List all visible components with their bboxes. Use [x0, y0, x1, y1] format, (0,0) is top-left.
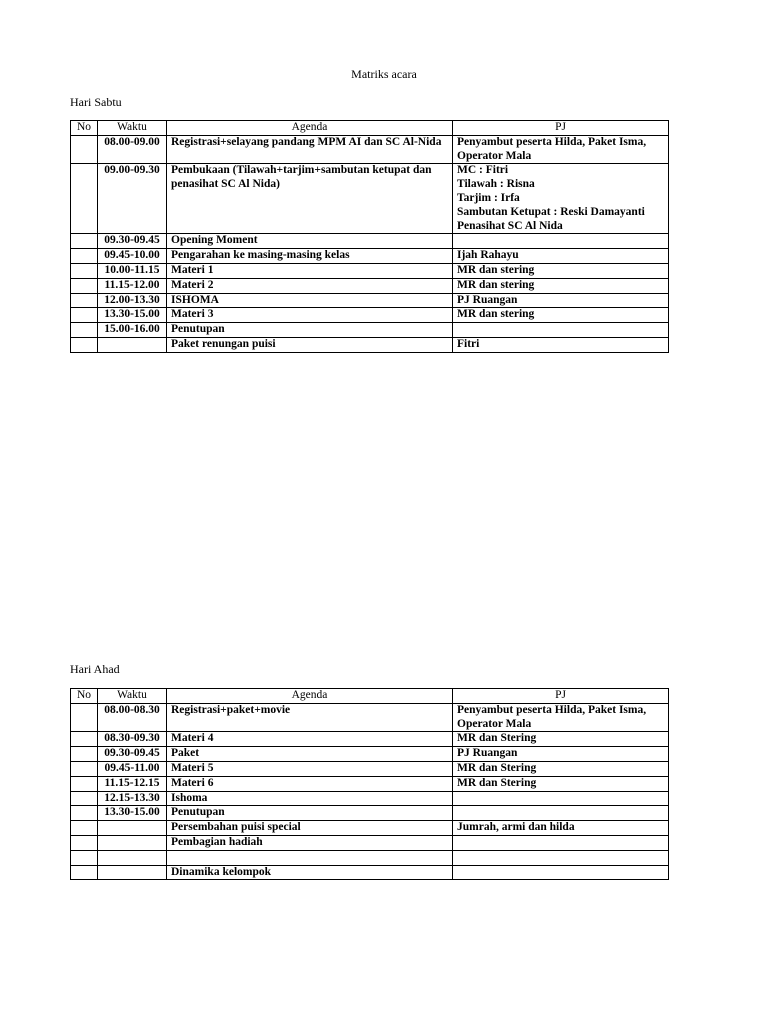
cell-no: [71, 293, 98, 308]
cell-pj: MR dan stering: [453, 263, 669, 278]
cell-waktu: 13.30-15.00: [98, 308, 167, 323]
cell-no: [71, 135, 98, 164]
cell-waktu: 09.45-10.00: [98, 249, 167, 264]
table-row: [71, 776, 669, 791]
cell-no: [71, 323, 98, 338]
cell-waktu: 12.00-13.30: [98, 293, 167, 308]
cell-waktu: 09.30-09.45: [98, 747, 167, 762]
day-label-sabtu: Hari Sabtu: [70, 95, 122, 109]
column-header-pj: PJ: [453, 689, 669, 704]
cell-pj: PJ Ruangan: [453, 293, 669, 308]
cell-agenda: Materi 4: [167, 732, 453, 747]
cell-pj: MR dan stering: [453, 308, 669, 323]
cell-pj: Ijah Rahayu: [453, 249, 669, 264]
table-header-row: [71, 121, 669, 136]
cell-agenda: Materi 6: [167, 776, 453, 791]
cell-no: [71, 308, 98, 323]
cell-no: [71, 249, 98, 264]
cell-no: [71, 850, 98, 865]
cell-waktu: 09.00-09.30: [98, 164, 167, 234]
table-row: [71, 747, 669, 762]
cell-agenda: Pengarahan ke masing-masing kelas: [167, 249, 453, 264]
table-row: [71, 135, 669, 164]
cell-waktu: 08.30-09.30: [98, 732, 167, 747]
cell-waktu: [98, 835, 167, 850]
cell-waktu: [98, 865, 167, 880]
cell-pj: MR dan stering: [453, 278, 669, 293]
table-row: [71, 263, 669, 278]
cell-waktu: 09.45-11.00: [98, 761, 167, 776]
cell-agenda: Pembukaan (Tilawah+tarjim+sambutan ketupat dan penasihat SC Al Nida): [167, 164, 453, 234]
cell-no: [71, 865, 98, 880]
cell-pj: Penyambut peserta Hilda, Paket Isma, Operator Mala: [453, 703, 669, 732]
cell-no: [71, 761, 98, 776]
cell-pj: MR dan Stering: [453, 732, 669, 747]
table-row: [71, 278, 669, 293]
cell-waktu: 08.00-09.00: [98, 135, 167, 164]
cell-waktu: [98, 821, 167, 836]
cell-agenda: Penutupan: [167, 323, 453, 338]
cell-agenda: Ishoma: [167, 791, 453, 806]
cell-waktu: 10.00-11.15: [98, 263, 167, 278]
cell-no: [71, 791, 98, 806]
cell-pj: Penyambut peserta Hilda, Paket Isma, Operator Mala: [453, 135, 669, 164]
table-row: [71, 791, 669, 806]
table-row: [71, 821, 669, 836]
cell-no: [71, 337, 98, 352]
cell-no: [71, 776, 98, 791]
cell-no: [71, 234, 98, 249]
cell-pj: Jumrah, armi dan hilda: [453, 821, 669, 836]
cell-no: [71, 821, 98, 836]
column-header-pj: PJ: [453, 121, 669, 136]
cell-pj: [453, 806, 669, 821]
cell-pj: [453, 850, 669, 865]
table-row: [71, 293, 669, 308]
cell-pj: [453, 835, 669, 850]
table-row: [71, 337, 669, 352]
cell-waktu: [98, 337, 167, 352]
cell-waktu: 11.15-12.00: [98, 278, 167, 293]
cell-agenda: Opening Moment: [167, 234, 453, 249]
cell-pj: Fitri: [453, 337, 669, 352]
cell-waktu: [98, 850, 167, 865]
cell-waktu: 11.15-12.15: [98, 776, 167, 791]
table-row: [71, 234, 669, 249]
cell-waktu: 13.30-15.00: [98, 806, 167, 821]
document-title: Matriks acara: [351, 67, 417, 81]
cell-pj: [453, 865, 669, 880]
cell-agenda: Paket renungan puisi: [167, 337, 453, 352]
day-label-ahad: Hari Ahad: [70, 662, 120, 676]
cell-agenda: Registrasi+paket+movie: [167, 703, 453, 732]
table-header-row: [71, 689, 669, 704]
cell-no: [71, 278, 98, 293]
cell-pj: MR dan Stering: [453, 776, 669, 791]
schedule-body-ahad: [71, 703, 669, 880]
table-row: [71, 308, 669, 323]
table-row: [71, 850, 669, 865]
cell-waktu: 12.15-13.30: [98, 791, 167, 806]
schedule-table-sabtu: [70, 120, 669, 353]
schedule-body-sabtu: [71, 135, 669, 352]
cell-pj: [453, 234, 669, 249]
cell-pj: MR dan Stering: [453, 761, 669, 776]
cell-agenda: Materi 2: [167, 278, 453, 293]
cell-waktu: 15.00-16.00: [98, 323, 167, 338]
table-row: [71, 323, 669, 338]
column-header-no: No: [71, 121, 98, 136]
cell-agenda: [167, 850, 453, 865]
table-row: [71, 761, 669, 776]
cell-waktu: 08.00-08.30: [98, 703, 167, 732]
cell-agenda: Materi 1: [167, 263, 453, 278]
table-row: [71, 249, 669, 264]
cell-agenda: Persembahan puisi special: [167, 821, 453, 836]
cell-agenda: Materi 3: [167, 308, 453, 323]
column-header-waktu: Waktu: [98, 689, 167, 704]
cell-no: [71, 747, 98, 762]
cell-pj: MC : Fitri Tilawah : Risna Tarjim : Irfa Sambutan Ketupat : Reski Damayanti Penasihat SC Al Nida: [453, 164, 669, 234]
column-header-agenda: Agenda: [167, 689, 453, 704]
cell-no: [71, 164, 98, 234]
cell-pj: PJ Ruangan: [453, 747, 669, 762]
cell-no: [71, 835, 98, 850]
cell-no: [71, 703, 98, 732]
column-header-waktu: Waktu: [98, 121, 167, 136]
table-row: [71, 806, 669, 821]
cell-agenda: Materi 5: [167, 761, 453, 776]
cell-waktu: 09.30-09.45: [98, 234, 167, 249]
schedule-table-ahad: [70, 688, 669, 880]
table-row: [71, 703, 669, 732]
table-row: [71, 865, 669, 880]
column-header-agenda: Agenda: [167, 121, 453, 136]
cell-agenda: Registrasi+selayang pandang MPM AI dan SC Al-Nida: [167, 135, 453, 164]
cell-no: [71, 732, 98, 747]
cell-agenda: Pembagian hadiah: [167, 835, 453, 850]
cell-no: [71, 263, 98, 278]
table-row: [71, 835, 669, 850]
cell-agenda: Penutupan: [167, 806, 453, 821]
cell-pj: [453, 323, 669, 338]
cell-agenda: Dinamika kelompok: [167, 865, 453, 880]
cell-agenda: Paket: [167, 747, 453, 762]
column-header-no: No: [71, 689, 98, 704]
table-row: [71, 164, 669, 234]
cell-pj: [453, 791, 669, 806]
cell-agenda: ISHOMA: [167, 293, 453, 308]
table-row: [71, 732, 669, 747]
cell-no: [71, 806, 98, 821]
